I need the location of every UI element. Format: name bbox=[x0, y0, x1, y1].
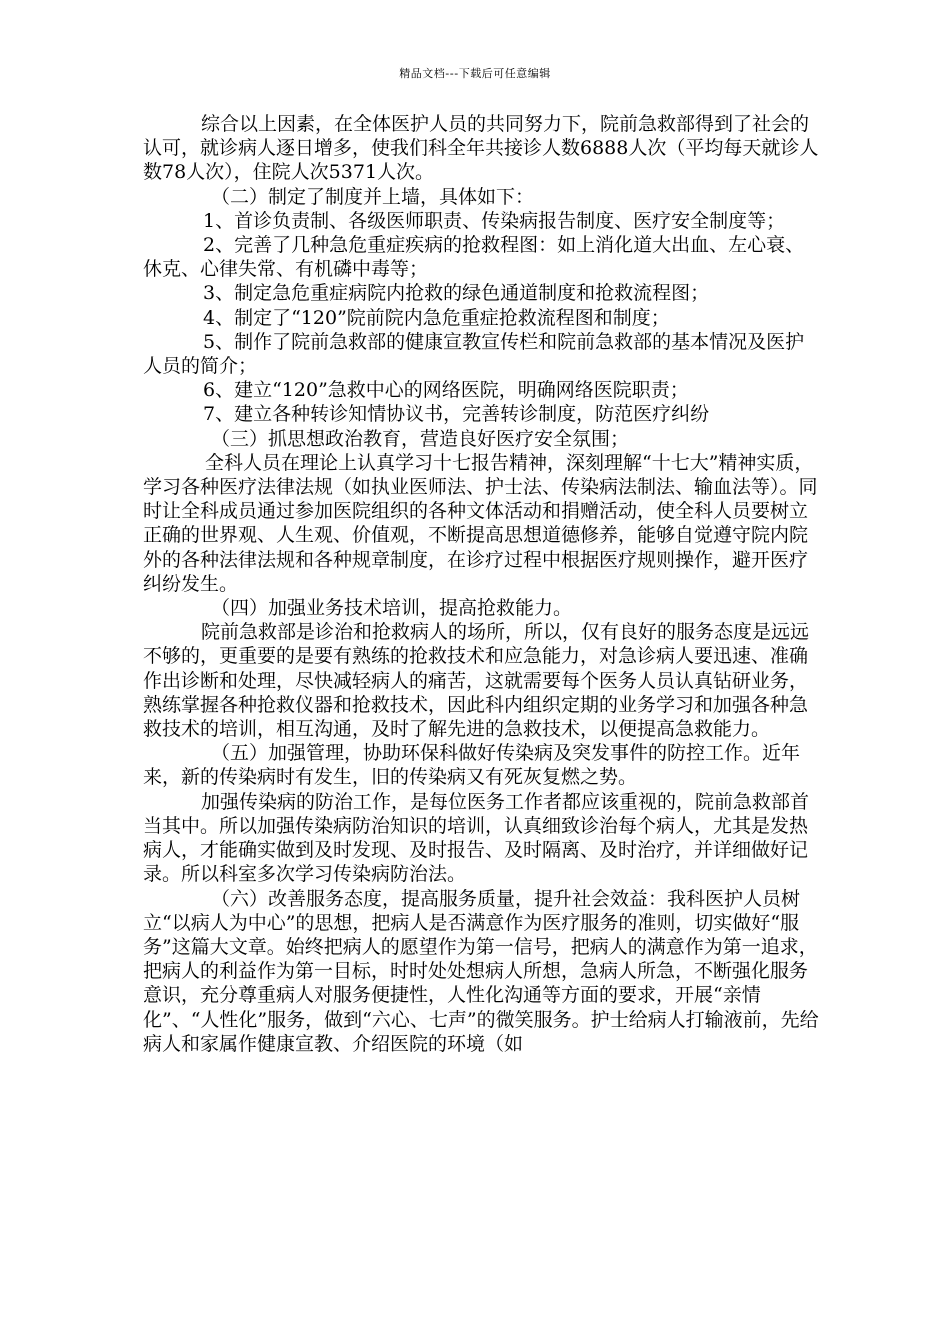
list-item-1: 1、首诊负责制、各级医师职责、传染病报告制度、医疗安全制度等； bbox=[203, 209, 786, 232]
heading-section-6: （六）改善服务态度，提高服务质量，提升社会效益：我科医护人员树立“以病人为中心”的思想，把病人是否满意作为医疗服务的准则，切实做好“服务”这篇大文章。始终把病人的愿望作为第一信号，把病人的满意作为第一追求，把病人的利益作为第一目标，时时处处想病人所想，急病人所急，不断强化服务意识，充分尊重病人对服务便捷性，人性化沟通等方面的要求，开展“亲情化”、“人性化”服务，做到“六心、七声”的微笑服务。护士给病人打输液前，先给病人和家属作健康宣教、介绍医院的环境（如 bbox=[143, 887, 819, 1055]
paragraph-summary: 综合以上因素，在全体医护人员的共同努力下，院前急救部得到了社会的认可，就诊病人逐日增多，使我们科全年共接诊人数6888人次（平均每天就诊人数78人次），住院人次5371人次。 bbox=[143, 113, 819, 184]
page-header: 精品文档---下载后可任意编辑 bbox=[399, 67, 551, 80]
paragraph-infectious-disease: 加强传染病的防治工作，是每位医务工作者都应该重视的，院前急救部首当其中。所以加强传染病防治知识的培训，认真细致诊治每个病人，尤其是发热病人，才能确实做到及时发现、及时报告、及时隔离、及时治疗，并详细做好记录。所以科室多次学习传染病防治法。 bbox=[143, 790, 810, 886]
list-item-4: 4、制定了“120”院前院内急危重症抢救流程图和制度； bbox=[203, 306, 670, 329]
paragraph-training: 院前急救部是诊治和抢救病人的场所，所以，仅有良好的服务态度是远远不够的，更重要的是要有熟练的抢救技术和应急能力，对急诊病人要迅速、准确作出诊断和处理，尽快减轻病人的痛苦，这就需要每个医务人员认真钻研业务，熟练掌握各种抢救仪器和抢救技术，因此科内组织定期的业务学习和加强各种急救技术的培训，相互沟通，及时了解先进的急救技术，以便提高急救能力。 bbox=[143, 621, 810, 741]
list-item-5: 5、制作了院前急救部的健康宣教宣传栏和院前急救部的基本情况及医护人员的简介； bbox=[143, 330, 805, 378]
list-item-6: 6、建立“120”急救中心的网络医院，明确网络医院职责； bbox=[203, 379, 689, 402]
list-item-3: 3、制定急危重症病院内抢救的绿色通道制度和抢救流程图； bbox=[203, 282, 710, 305]
heading-section-3: （三）抓思想政治教育，营造良好医疗安全氛围； bbox=[211, 427, 630, 450]
heading-section-5: （五）加强管理，协助环保科做好传染病及突发事件的防控工作。近年来，新的传染病时有发生，旧的传染病又有死灰复燃之势。 bbox=[143, 742, 801, 789]
heading-section-2: （二）制定了制度并上墙，具体如下： bbox=[211, 185, 535, 208]
paragraph-politics: 全科人员在理论上认真学习十七报告精神，深刻理解“十七大”精神实质，学习各种医疗法律法规（如执业医师法、护士法、传染病法制法、输血法等）。同时让全科成员通过参加医院组织的各种文体活动和捐赠活动，使全科人员要树立正确的世界观、人生观、价值观，不断提高思想道德修养，能够自觉遵守院内院外的各种法律法规和各种规章制度，在诊疗过程中根据医疗规则操作，避开医疗纠纷发生。 bbox=[143, 451, 818, 595]
heading-section-4: （四）加强业务技术培训，提高抢救能力。 bbox=[211, 597, 573, 620]
list-item-7: 7、建立各种转诊知情协议书，完善转诊制度，防范医疗纠纷 bbox=[203, 403, 710, 426]
document-body bbox=[143, 112, 823, 1056]
list-item-2: 2、完善了几种急危重症疾病的抢救程图：如上消化道大出血、左心衰、休克、心律失常、有机磷中毒等； bbox=[143, 234, 805, 281]
